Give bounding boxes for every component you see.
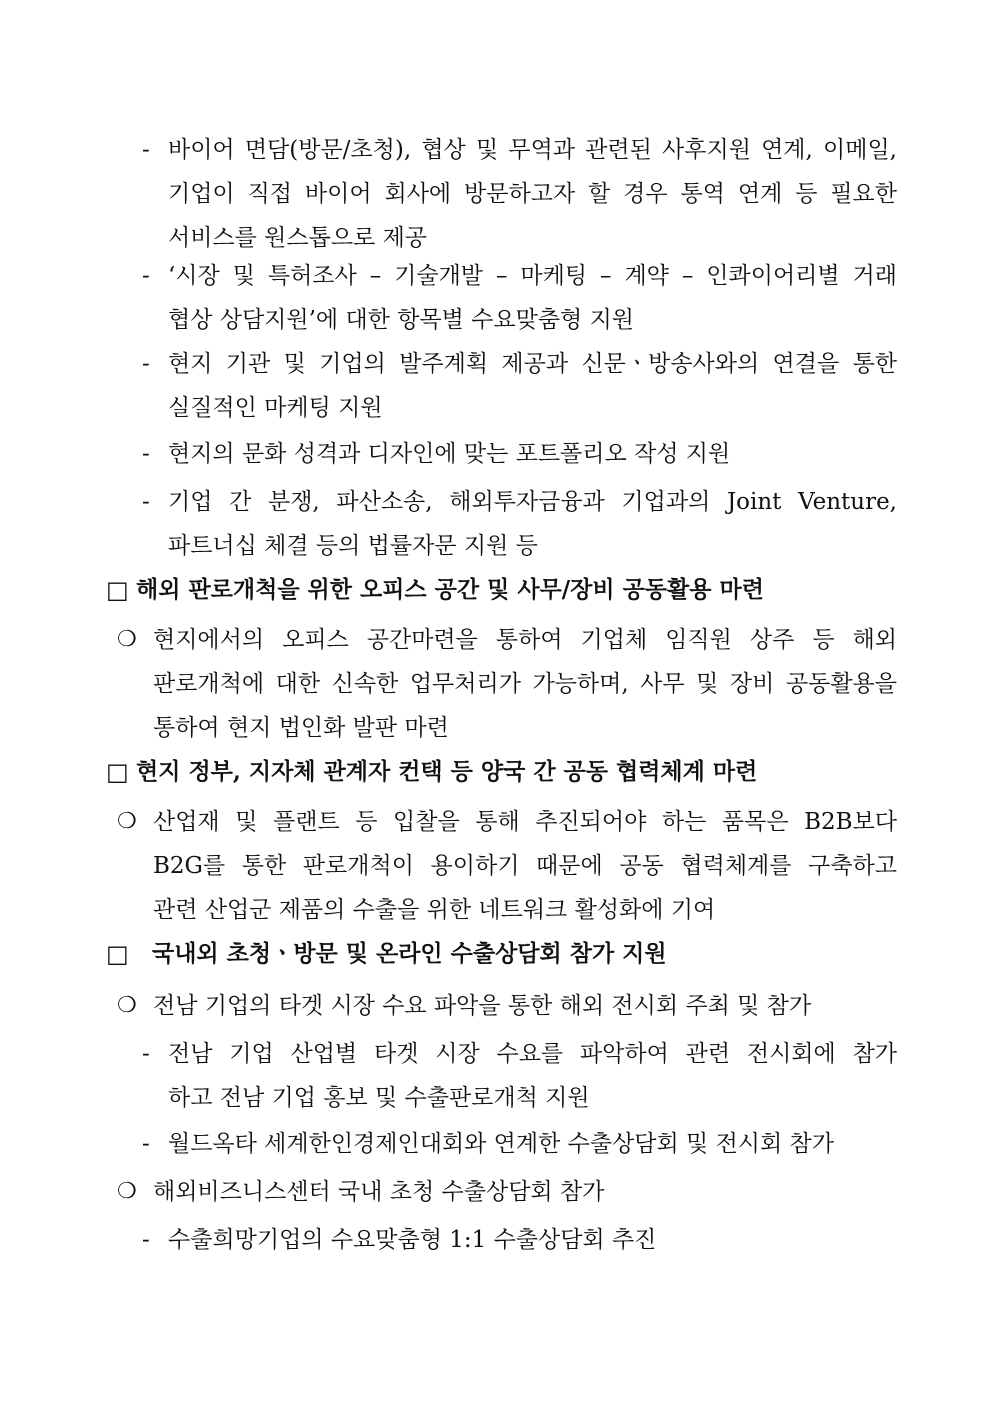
circle-marker: ❍ [117,627,137,652]
bullet-one-on-one [142,1218,897,1262]
text-line: 현지 기관 및 기업의 발주계획 제공과 신문ㆍ방송사와의 연결을 통한 [168,351,897,377]
circle-item-business-center [117,1170,897,1214]
text-line: 서비스를 원스톱으로 제공 [168,225,428,251]
text-line: 현지의 문화 성격과 디자인에 맞는 포트폴리오 작성 지원 [168,441,731,467]
circle-text [153,618,897,750]
circle-text [153,800,897,932]
bullet-buyer-meeting [142,128,897,260]
section-heading-office-space [106,568,897,612]
dash-marker: - [142,441,150,467]
bullet-text [168,1218,897,1262]
bullet-text [168,480,897,568]
square-marker: □ [106,576,129,604]
heading-text [152,932,897,976]
circle-item-b2g [117,800,897,932]
text-line: 관련 산업군 제품의 수출을 위한 네트워크 활성화에 기여 [153,897,716,923]
section-heading-cooperation [106,750,897,794]
bullet-legal-advice [142,480,897,568]
text-line: 전남 기업 산업별 타겟 시장 수요를 파악하여 관련 전시회에 참가 [168,1041,897,1067]
bullet-text [168,128,897,260]
square-marker: □ [106,758,129,786]
heading-line: 현지 정부, 지자체 관계자 컨택 등 양국 간 공동 협력체계 마련 [136,758,758,785]
circle-text [153,1170,897,1214]
heading-text [136,750,897,794]
bullet-text [168,1032,897,1120]
text-line: 산업재 및 플랜트 등 입찰을 통해 추진되어야 하는 품목은 B2B보다 [153,809,897,835]
bullet-world-okta [142,1122,897,1166]
text-line: B2G를 통한 판로개척이 용이하기 때문에 공동 협력체계를 구축하고 [153,853,897,879]
text-line: 기업 간 분쟁, 파산소송, 해외투자금융과 기업과의 Joint Venture, [168,489,897,515]
text-line: 하고 전남 기업 홍보 및 수출판로개척 지원 [168,1085,590,1111]
circle-marker: ❍ [117,809,137,834]
text-line: 해외비즈니스센터 국내 초청 수출상담회 참가 [153,1179,605,1205]
dash-marker: - [142,1041,150,1067]
heading-text [136,568,897,612]
bullet-text [168,254,897,342]
dash-marker: - [142,489,150,515]
dash-marker: - [142,351,150,377]
text-line: 협상 상담지원’에 대한 항목별 수요맞춤형 지원 [168,307,635,333]
dash-marker: - [142,1131,150,1157]
text-line: 전남 기업의 타겟 시장 수요 파악을 통한 해외 전시회 주최 및 참가 [153,993,812,1019]
circle-marker: ❍ [117,993,137,1018]
text-line: 통하여 현지 법인화 발판 마련 [153,715,449,741]
circle-item-exhibition [117,984,897,1028]
text-line: 바이어 면담(방문/초청), 협상 및 무역과 관련된 사후지원 연계, 이메일, [168,137,897,163]
bullet-market-research [142,254,897,342]
bullet-text [168,1122,897,1166]
bullet-portfolio [142,432,897,476]
text-line: 월드옥타 세계한인경제인대회와 연계한 수출상담회 및 전시회 참가 [168,1131,834,1157]
text-line: 수출희망기업의 수요맞춤형 1:1 수출상담회 추진 [168,1227,657,1253]
heading-line: 해외 판로개척을 위한 오피스 공간 및 사무/장비 공동활용 마련 [136,576,764,603]
heading-line: 국내외 초청ㆍ방문 및 온라인 수출상담회 참가 지원 [152,940,667,967]
circle-text [153,984,897,1028]
bullet-text [168,432,897,476]
text-line: 파트너십 체결 등의 법률자문 지원 등 [168,533,538,559]
dash-marker: - [142,137,150,163]
circle-marker: ❍ [117,1179,137,1204]
text-line: 기업이 직접 바이어 회사에 방문하고자 할 경우 통역 연계 등 필요한 [168,181,897,207]
dash-marker: - [142,1227,150,1253]
circle-item-office-space [117,618,897,750]
dash-marker: - [142,263,150,289]
square-marker: □ [106,940,129,968]
text-line: ‘시장 및 특허조사 – 기술개발 – 마케팅 – 계약 – 인콰이어리별 거래 [168,263,897,289]
text-line: 실질적인 마케팅 지원 [168,395,383,421]
bullet-target-market [142,1032,897,1120]
text-line: 판로개척에 대한 신속한 업무처리가 가능하며, 사무 및 장비 공동활용을 [153,671,897,697]
text-line: 현지에서의 오피스 공간마련을 통하여 기업체 임직원 상주 등 해외 [153,627,897,653]
bullet-text [168,342,897,430]
bullet-local-marketing [142,342,897,430]
section-heading-export-consultation [106,932,897,976]
